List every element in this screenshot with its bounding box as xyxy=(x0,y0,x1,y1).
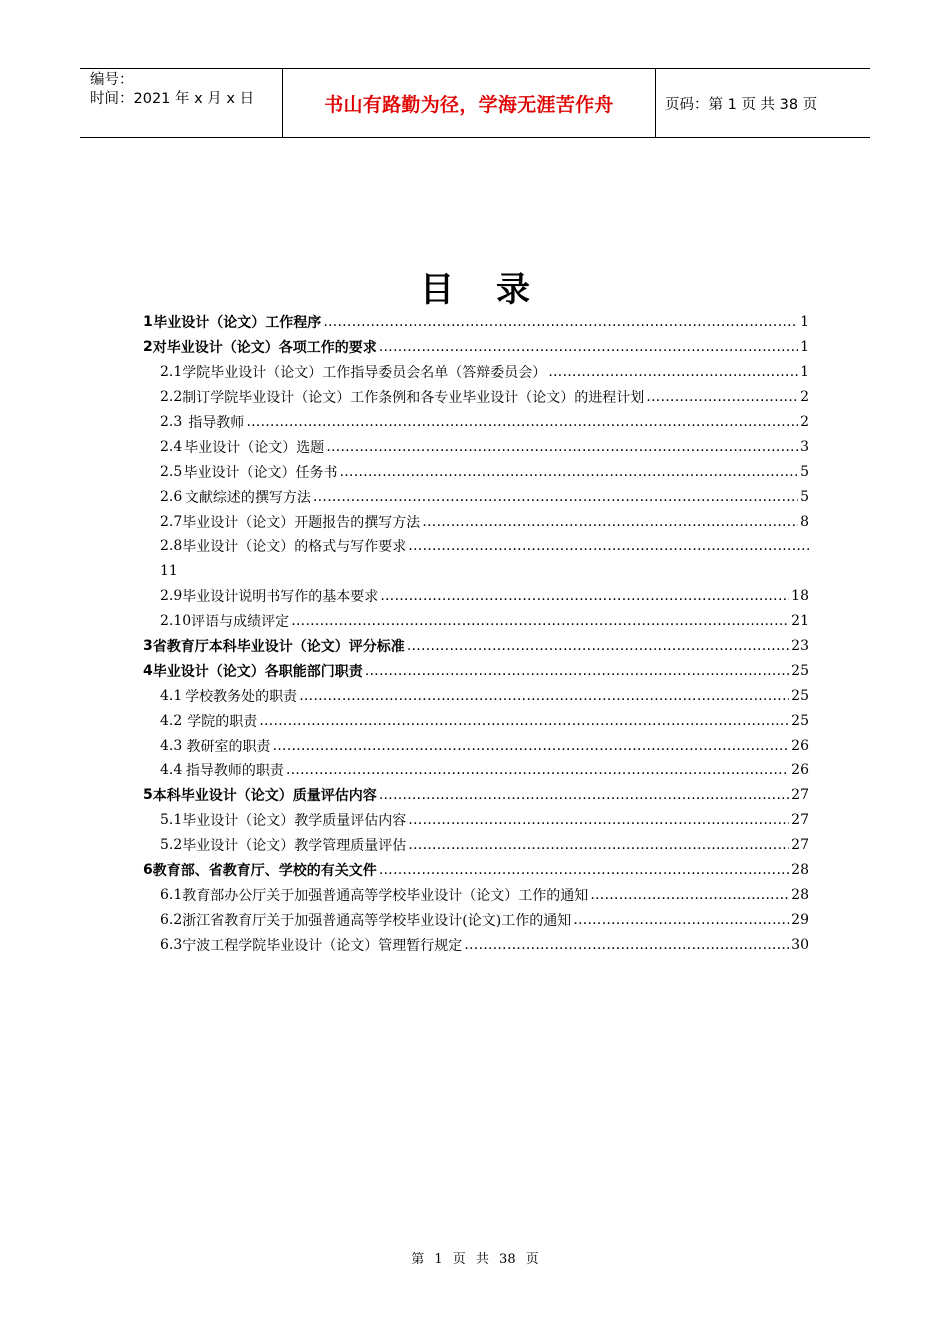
toc-leader-dots xyxy=(313,489,798,505)
toc-entry-page: 3 xyxy=(800,438,809,455)
table-of-contents xyxy=(143,310,809,957)
toc-entry[interactable] xyxy=(143,858,809,883)
toc-leader-dots xyxy=(259,713,789,729)
toc-entry-number: 4.3 xyxy=(160,737,183,754)
toc-entry[interactable] xyxy=(143,459,809,484)
header-page-label: 页码：第 1 页 共 38 页 xyxy=(665,96,818,113)
toc-entry-page: 27 xyxy=(791,837,809,854)
toc-leader-dots xyxy=(323,314,798,330)
toc-entry-label: 毕业设计（论文）任务书 xyxy=(183,464,338,481)
toc-entry-number: 6.1 xyxy=(160,886,183,903)
toc-entry[interactable] xyxy=(143,484,809,509)
toc-entry-number: 2.2 xyxy=(160,389,183,406)
toc-entry[interactable] xyxy=(143,360,809,385)
toc-entry-label: 学院的职责 xyxy=(187,713,258,730)
toc-entry-number: 4.1 xyxy=(160,687,183,704)
toc-entry-label: 毕业设计（论文）各职能部门职责 xyxy=(152,663,363,680)
toc-leader-dots xyxy=(299,688,789,704)
header-meta xyxy=(80,69,281,137)
toc-entry-label: 毕业设计（论文）工作程序 xyxy=(153,315,322,332)
toc-entry[interactable] xyxy=(143,833,809,858)
toc-entry-page: 26 xyxy=(791,762,809,779)
toc-entry-label: 教育部办公厅关于加强普通高等学校毕业设计（论文）工作的通知 xyxy=(182,887,589,904)
toc-leader-dots xyxy=(379,787,789,803)
toc-leader-dots xyxy=(326,439,798,455)
toc-entry[interactable] xyxy=(143,434,809,459)
toc-entry-number: 2.8 xyxy=(160,538,183,555)
toc-entry-page: 1 xyxy=(800,314,809,331)
toc-entry-page: 23 xyxy=(791,638,809,655)
toc-leader-dots xyxy=(408,837,789,853)
toc-entry-label: 教研室的职责 xyxy=(186,738,271,755)
toc-leader-dots xyxy=(407,638,789,654)
toc-entry-page: 27 xyxy=(791,787,809,804)
toc-entry[interactable] xyxy=(143,907,809,932)
toc-entry-number: 3 xyxy=(143,638,153,655)
toc-entry-page: 5 xyxy=(800,463,809,480)
toc-entry-number: 2.5 xyxy=(160,463,183,480)
toc-leader-dots xyxy=(380,588,789,604)
toc-entry[interactable] xyxy=(143,385,809,410)
toc-entry-continuation xyxy=(143,559,809,584)
toc-leader-dots xyxy=(291,613,789,629)
toc-entry-label: 毕业设计（论文）的格式与写作要求 xyxy=(182,539,407,556)
toc-entry-number: 2.1 xyxy=(160,364,183,381)
toc-entry-number: 2.4 xyxy=(160,438,183,455)
toc-entry-number: 1 xyxy=(143,314,153,331)
toc-leader-dots xyxy=(379,339,798,355)
toc-entry-number: 6 xyxy=(143,862,153,879)
document-number-label: 编号： xyxy=(90,72,134,88)
toc-entry-label: 毕业设计（论文）选题 xyxy=(184,439,325,456)
header-motto: 书山有路勤为径，学海无涯苦作舟 xyxy=(324,93,614,116)
toc-entry-label: 指导教师 xyxy=(188,415,245,431)
toc-entry[interactable] xyxy=(143,683,809,708)
toc-entry-page: 11 xyxy=(160,563,178,580)
toc-entry-number: 5 xyxy=(143,787,153,804)
toc-leader-dots xyxy=(365,663,789,679)
toc-entry-page: 8 xyxy=(800,513,809,530)
toc-entry[interactable] xyxy=(143,584,809,609)
toc-entry-number: 5.2 xyxy=(160,837,183,854)
toc-entry-label: 浙江省教育厅关于加强普通高等学校毕业设计(论文)工作的通知 xyxy=(182,912,572,929)
toc-leader-dots xyxy=(646,389,798,405)
toc-leader-dots xyxy=(573,912,789,928)
toc-entry-page: 21 xyxy=(791,613,809,630)
toc-title: 目录 xyxy=(420,270,572,310)
toc-leader-dots xyxy=(408,812,789,828)
toc-entry-page: 1 xyxy=(800,364,809,381)
toc-entry[interactable] xyxy=(143,783,809,808)
toc-entry-label: 本科毕业设计（论文）质量评估内容 xyxy=(152,788,377,805)
toc-entry[interactable] xyxy=(143,808,809,833)
toc-entry-page: 28 xyxy=(791,862,809,879)
toc-entry-number: 4.2 xyxy=(160,712,183,729)
toc-entry-number: 6.3 xyxy=(160,936,183,953)
toc-entry-page: 25 xyxy=(791,662,809,679)
toc-entry[interactable] xyxy=(143,509,809,534)
toc-entry-number: 2 xyxy=(143,339,153,356)
toc-leader-dots xyxy=(286,762,789,778)
header-motto-cell xyxy=(282,69,656,137)
toc-entry-number: 2.7 xyxy=(160,513,183,530)
toc-leader-dots xyxy=(422,514,798,530)
page-header xyxy=(80,68,870,138)
toc-entry[interactable] xyxy=(143,410,809,435)
toc-entry-label: 文献综述的撰写方法 xyxy=(184,489,311,506)
toc-entry-label: 制订学院毕业设计（论文）工作条例和各专业毕业设计（论文）的进程计划 xyxy=(182,390,645,407)
toc-entry-page: 1 xyxy=(800,339,809,356)
toc-entry-page: 26 xyxy=(791,737,809,754)
toc-leader-dots xyxy=(379,862,789,878)
toc-entry-page: 2 xyxy=(800,389,809,406)
toc-entry-label: 学院毕业设计（论文）工作指导委员会名单（答辩委员会） xyxy=(182,365,547,382)
toc-entry-label: 学校教务处的职责 xyxy=(185,688,298,705)
toc-entry-label: 毕业设计（论文）开题报告的撰写方法 xyxy=(182,514,421,531)
toc-entry-page: 25 xyxy=(791,687,809,704)
toc-entry-number: 2.9 xyxy=(160,588,183,605)
toc-entry[interactable] xyxy=(143,609,809,634)
toc-leader-dots xyxy=(340,464,799,480)
toc-entry[interactable] xyxy=(143,335,809,360)
toc-entry[interactable] xyxy=(143,882,809,907)
toc-entry-label: 对毕业设计（论文）各项工作的要求 xyxy=(152,340,377,357)
toc-entry-label: 省教育厅本科毕业设计（论文）评分标准 xyxy=(152,639,405,656)
toc-entry-label: 评语与成绩评定 xyxy=(191,614,290,631)
toc-entry-label: 指导教师的职责 xyxy=(185,763,284,780)
toc-entry-number: 2.10 xyxy=(160,613,192,630)
toc-entry-number: 4 xyxy=(143,662,153,679)
toc-entry-label: 教育部、省教育厅、学校的有关文件 xyxy=(152,863,377,880)
toc-entry-page: 2 xyxy=(800,414,809,430)
toc-leader-dots xyxy=(273,738,790,754)
toc-leader-dots xyxy=(464,937,789,953)
toc-leader-dots xyxy=(548,364,798,380)
toc-entry-page: 29 xyxy=(791,911,809,928)
toc-entry[interactable] xyxy=(143,534,809,559)
toc-entry-label: 宁波工程学院毕业设计（论文）管理暂行规定 xyxy=(182,937,463,954)
toc-entry-number: 4.4 xyxy=(160,762,183,779)
toc-entry-label: 毕业设计（论文）教学管理质量评估 xyxy=(182,838,407,855)
toc-entry[interactable] xyxy=(143,758,809,783)
toc-entry-label: 毕业设计说明书写作的基本要求 xyxy=(182,589,379,606)
toc-leader-dots xyxy=(246,414,798,430)
toc-entry-label: 毕业设计（论文）教学质量评估内容 xyxy=(182,813,407,830)
toc-entry-page: 30 xyxy=(791,936,809,953)
toc-entry[interactable] xyxy=(143,733,809,758)
page-footer: 第 1 页 共 38 页 xyxy=(411,1252,539,1267)
document-time-label: 时间：2021 年 x 月 x 日 xyxy=(90,91,255,107)
toc-entry-number: 2.3 xyxy=(160,414,183,430)
toc-entry-page: 18 xyxy=(791,588,809,605)
toc-entry[interactable] xyxy=(143,634,809,659)
toc-entry-number: 2.6 xyxy=(160,488,183,505)
toc-leader-dots xyxy=(408,538,809,554)
toc-entry-page: 25 xyxy=(791,712,809,729)
toc-entry-page: 28 xyxy=(791,886,809,903)
toc-entry[interactable] xyxy=(143,708,809,733)
toc-entry-number: 5.1 xyxy=(160,812,183,829)
toc-entry-page: 5 xyxy=(800,488,809,505)
toc-entry[interactable] xyxy=(143,658,809,683)
toc-entry-number: 6.2 xyxy=(160,911,183,928)
toc-entry[interactable] xyxy=(143,310,809,335)
toc-entry-page: 27 xyxy=(791,812,809,829)
toc-leader-dots xyxy=(590,887,789,903)
toc-entry[interactable] xyxy=(143,932,809,957)
